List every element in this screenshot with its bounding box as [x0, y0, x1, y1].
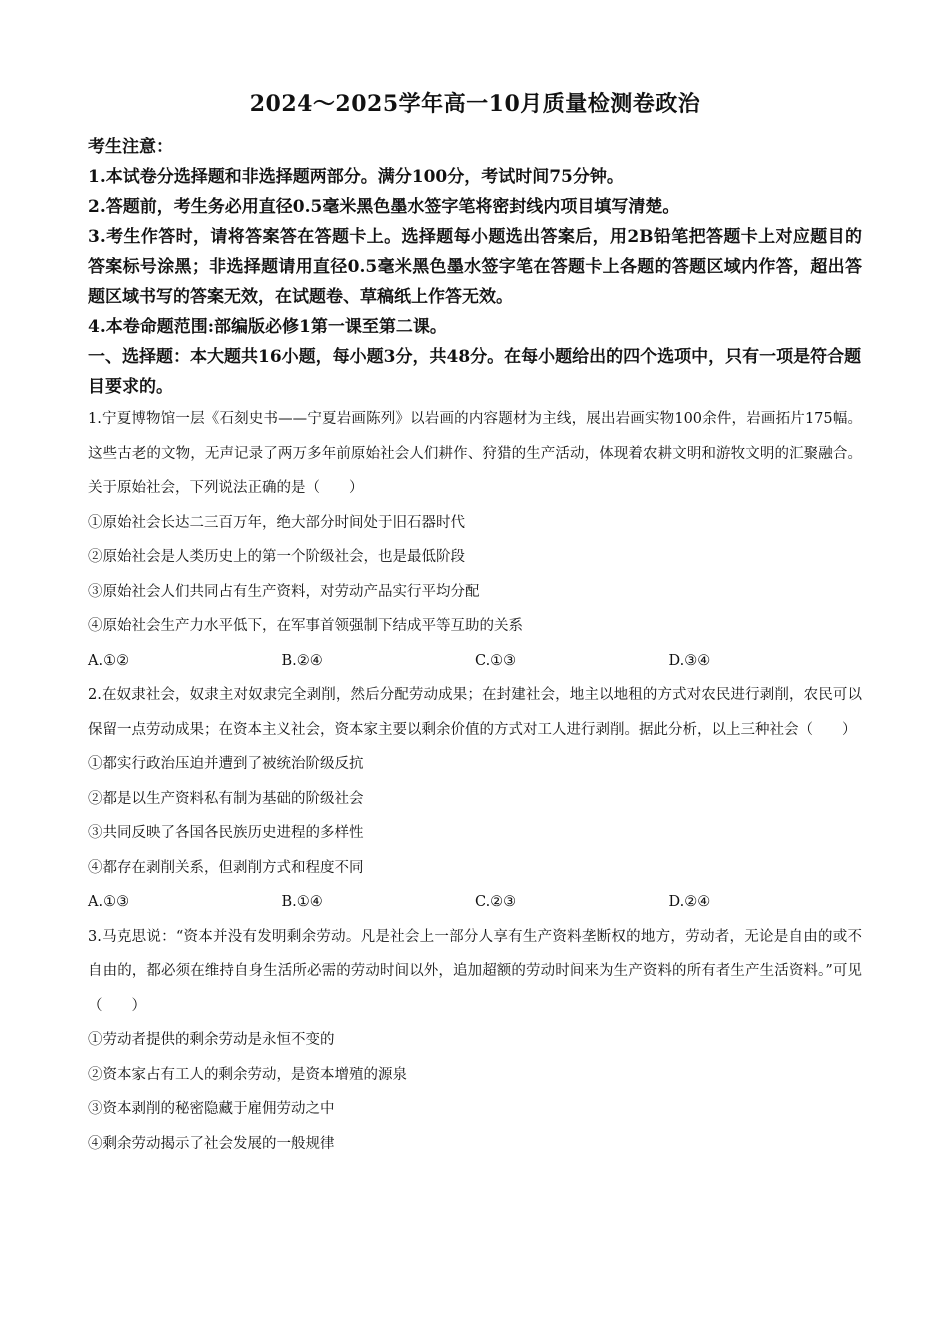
question-stem: 2.在奴隶社会，奴隶主对奴隶完全剥削，然后分配劳动成果；在封建社会，地主以地租的方式对农民进行剥削，农民可以保留一点劳动成果；在资本主义社会，资本家主要以剩余价值的方式对工人进行剥削。据此分析，以上三种社会（ ） — [88, 687, 862, 738]
statement-option: ②都是以生产资料私有制为基础的阶级社会 — [88, 790, 364, 807]
statement-option: ③原始社会人们共同占有生产资料，对劳动产品实行平均分配 — [88, 583, 480, 600]
choice-b: B.①④ — [281, 894, 323, 910]
statement-option: ④剩余劳动揭示了社会发展的一般规律 — [88, 1135, 335, 1152]
answer-choices — [88, 885, 862, 920]
notice-item: 1.本试卷分选择题和非选择题两部分。满分100分，考试时间75分钟。 — [88, 167, 624, 187]
statement-option: ②资本家占有工人的剩余劳动，是资本增殖的源泉 — [88, 1066, 407, 1083]
statement-option: ④都存在剥削关系，但剥削方式和程度不同 — [88, 859, 364, 876]
question-1 — [88, 402, 862, 678]
question-3 — [88, 920, 862, 1162]
exam-title: 2024～2025学年高一10月质量检测卷政治 — [249, 91, 701, 117]
notice-item: 4.本卷命题范围:部编版必修1第一课至第二课。 — [88, 317, 447, 337]
notice-item: 3.考生作答时，请将答案答在答题卡上。选择题每小题选出答案后，用2B铅笔把答题卡上对应题目的答案标号涂黑；非选择题请用直径0.5毫米黑色墨水签字笔在答题卡上各题的答题区域内作答，超出答题区域书写的答案无效，在试题卷、草稿纸上作答无效。 — [88, 227, 862, 307]
choice-d: D.③④ — [668, 652, 711, 669]
question-stem: 1.宁夏博物馆一层《石刻史书——宁夏岩画陈列》以岩画的内容题材为主线，展出岩画实物100余件，岩画拓片175幅。这些古老的文物，无声记录了两万多年前原始社会人们耕作、狩猎的生产活动，体现着农耕文明和游牧文明的汇聚融合。关于原始社会，下列说法正确的是（ ） — [88, 411, 862, 496]
choice-c: C.②③ — [475, 894, 517, 910]
statement-option: ④原始社会生产力水平低下，在军事首领强制下结成平等互助的关系 — [88, 618, 523, 634]
choice-b: B.②④ — [281, 652, 323, 669]
section-heading-choice: 一、选择题：本大题共16小题，每小题3分，共48分。在每小题给出的四个选项中，只有一项是符合题目要求的。 — [88, 347, 862, 397]
choice-a: A.①③ — [88, 894, 130, 910]
notice-heading: 考生注意： — [88, 137, 173, 157]
notice-item: 2.答题前，考生务必用直径0.5毫米黑色墨水签字笔将密封线内项目填写清楚。 — [88, 197, 680, 217]
choice-a: A.①② — [88, 652, 130, 669]
statement-option: ①都实行政治压迫并遭到了被统治阶级反抗 — [88, 756, 364, 772]
candidate-notice — [88, 132, 862, 342]
question-2 — [88, 678, 862, 920]
exam-page — [88, 88, 862, 1161]
statement-option: ②原始社会是人类历史上的第一个阶级社会，也是最低阶段 — [88, 549, 465, 565]
choice-d: D.②④ — [668, 894, 711, 910]
statement-option: ①劳动者提供的剩余劳动是永恒不变的 — [88, 1032, 335, 1048]
question-stem: 3.马克思说：“资本并没有发明剩余劳动。凡是社会上一部分人享有生产资料垄断权的地方，劳动者，无论是自由的或不自由的，都必须在维持自身生活所必需的劳动时间以外，追加超额的劳动时间来为生产资料的所有者生产生活资料。”可见（ ） — [88, 928, 862, 1014]
statement-option: ①原始社会长达二三百万年，绝大部分时间处于旧石器时代 — [88, 514, 465, 531]
choice-c: C.①③ — [475, 652, 517, 669]
statement-option: ③共同反映了各国各民族历史进程的多样性 — [88, 825, 364, 841]
statement-option: ③资本剥削的秘密隐藏于雇佣劳动之中 — [88, 1101, 335, 1117]
answer-choices — [88, 644, 862, 679]
